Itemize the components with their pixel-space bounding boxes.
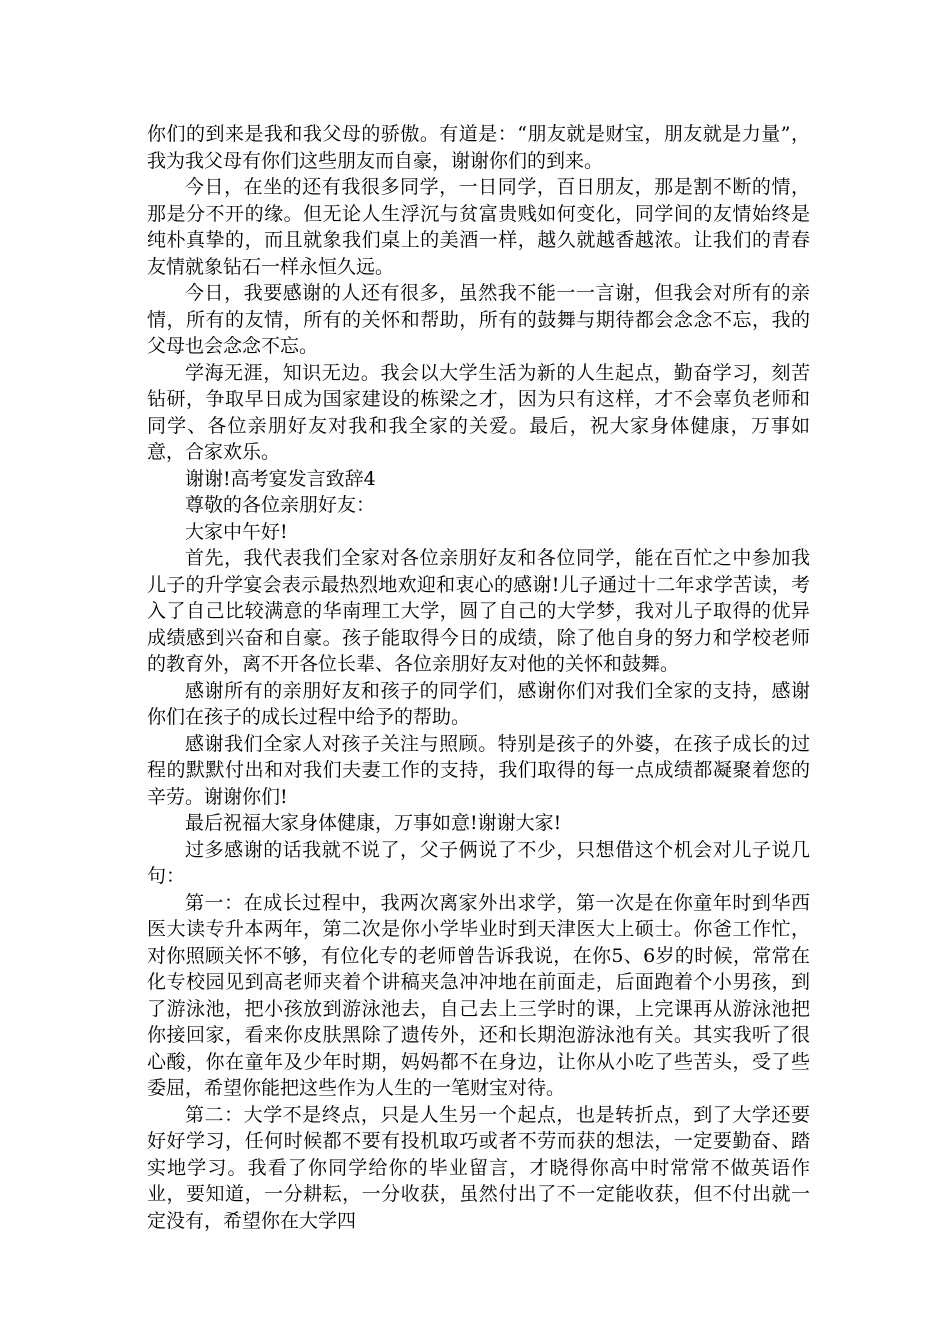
paragraph-10: 感谢我们全家人对孩子关注与照顾。特别是孩子的外婆，在孩子成长的过程的默默付出和对我们夫妻工作的支持，我们取得的每一点成绩都凝聚着您的辛劳。谢谢你们! bbox=[147, 732, 810, 808]
paragraph-2: 今日，在坐的还有我很多同学，一日同学，百日朋友，那是割不断的情，那是分不开的缘。但无论人生浮沉与贫富贵贱如何变化，同学间的友情始终是纯朴真挚的，而且就象我们桌上的美酒一样，越久就越香越浓。让我们的青春友情就象钻石一样永恒久远。 bbox=[147, 176, 810, 278]
paragraph-13: 第一：在成长过程中，我两次离家外出求学，第一次是在你童年时到华西医大读专升本两年，第二次是你小学毕业时到天津医大上硕士。你爸工作忙，对你照顾关怀不够，有位化专的老师曾告诉我说，在你5、6岁的时候，常常在化专校园见到高老师夹着个讲稿夹急冲冲地在前面走，后面跑着个小男孩，到了游泳池，把小孩放到游泳池去，自己去上三学时的课，上完课再从游泳池把你接回家，看来你皮肤黑除了遗传外，还和长期泡游泳池有关。其实我听了很心酸，你在童年及少年时期，妈妈都不在身边，让你从小吃了些苦头，受了些委屈，希望你能把这些作为人生的一笔财宝对待。 bbox=[147, 891, 810, 1099]
paragraph-12: 过多感谢的话我就不说了，父子俩说了不少，只想借这个机会对儿子说几句： bbox=[147, 838, 810, 887]
paragraph-11: 最后祝福大家身体健康，万事如意!谢谢大家! bbox=[185, 812, 562, 834]
section-heading: 谢谢!高考宴发言致辞4 bbox=[185, 467, 376, 490]
paragraph-1: 你们的到来是我和我父母的骄傲。有道是：“朋友就是财宝，朋友就是力量”，我为我父母有你们这些朋友而自豪，谢谢你们的到来。 bbox=[147, 123, 810, 172]
document-body bbox=[147, 121, 810, 1234]
salutation: 尊敬的各位亲朋好友： bbox=[185, 494, 376, 516]
paragraph-8: 首先，我代表我们全家对各位亲朋好友和各位同学，能在百忙之中参加我儿子的升学宴会表示最热烈地欢迎和衷心的感谢!儿子通过十二年求学苦读，考入了自己比较满意的华南理工大学，圆了自己的大学梦，我对儿子取得的优异成绩感到兴奋和自豪。孩子能取得今日的成绩，除了他自身的努力和学校老师的教育外，离不开各位长辈、各位亲朋好友对他的关怀和鼓舞。 bbox=[147, 547, 810, 675]
paragraph-9: 感谢所有的亲朋好友和孩子的同学们，感谢你们对我们全家的支持，感谢你们在孩子的成长过程中给予的帮助。 bbox=[147, 679, 810, 728]
greeting: 大家中午好! bbox=[185, 520, 288, 543]
paragraph-14: 第二：大学不是终点，只是人生另一个起点，也是转折点，到了大学还要好好学习，任何时候都不要有投机取巧或者不劳而获的想法，一定要勤奋、踏实地学习。我看了你同学给你的毕业留言，才晓得你高中时常常不做英语作业，要知道，一分耕耘，一分收获，虽然付出了不一定能收获，但不付出就一定没有，希望你在大学四 bbox=[147, 1103, 810, 1232]
paragraph-3: 今日，我要感谢的人还有很多，虽然我不能一一言谢，但我会对所有的亲情，所有的友情，所有的关怀和帮助，所有的鼓舞与期待都会念念不忘，我的父母也会念念不忘。 bbox=[147, 282, 810, 357]
paragraph-4: 学海无涯，知识无边。我会以大学生活为新的人生起点，勤奋学习，刻苦钻研，争取早日成为国家建设的栋梁之才，因为只有这样，才不会辜负老师和同学、各位亲朋好友对我和我全家的关爱。最后，祝大家身体健康，万事如意，合家欢乐。 bbox=[147, 361, 810, 463]
